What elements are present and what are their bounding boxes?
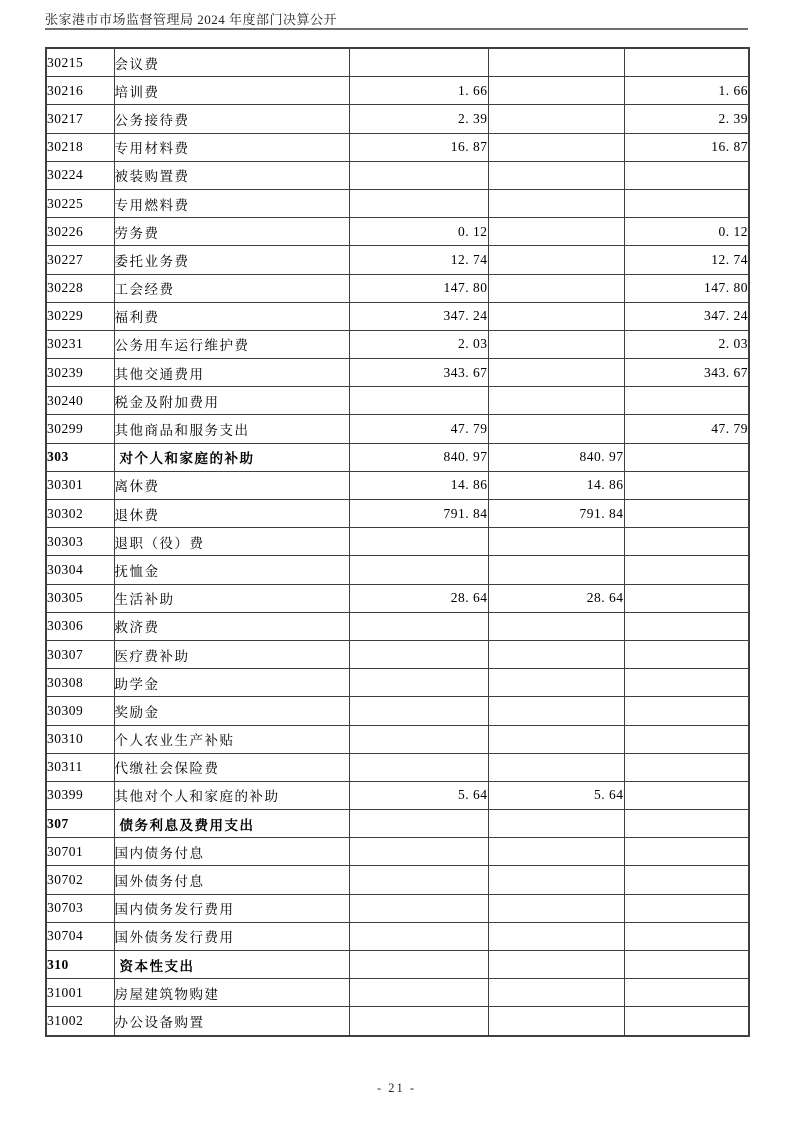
amount-cell-2	[488, 838, 624, 866]
name-cell: 抚恤金	[114, 556, 349, 584]
amount-cell-1	[349, 866, 488, 894]
amount-cell-2	[488, 302, 624, 330]
amount-cell-1: 147. 80	[349, 274, 488, 302]
amount-cell-2	[488, 387, 624, 415]
name-cell: 房屋建筑物购建	[114, 979, 349, 1007]
amount-cell-3	[624, 669, 749, 697]
name-cell: 培训费	[114, 77, 349, 105]
amount-cell-3	[624, 612, 749, 640]
code-cell: 30216	[46, 77, 114, 105]
name-cell: 奖励金	[114, 697, 349, 725]
table-row	[46, 753, 749, 781]
amount-cell-2: 5. 64	[488, 781, 624, 809]
amount-cell-1: 14. 86	[349, 471, 488, 499]
table-row	[46, 866, 749, 894]
amount-cell-2	[488, 753, 624, 781]
amount-cell-1	[349, 387, 488, 415]
amount-cell-3	[624, 810, 749, 838]
name-cell: 生活补助	[114, 584, 349, 612]
amount-cell-3	[624, 922, 749, 950]
amount-cell-2	[488, 922, 624, 950]
code-cell: 30399	[46, 781, 114, 809]
table-row	[46, 189, 749, 217]
table-row	[46, 48, 749, 77]
amount-cell-2	[488, 979, 624, 1007]
amount-cell-1: 840. 97	[349, 443, 488, 471]
table-row	[46, 387, 749, 415]
code-cell: 307	[46, 810, 114, 838]
amount-cell-2	[488, 218, 624, 246]
amount-cell-2	[488, 1007, 624, 1036]
budget-table	[45, 47, 750, 1037]
name-cell: 债务利息及费用支出	[114, 810, 349, 838]
name-cell: 税金及附加费用	[114, 387, 349, 415]
amount-cell-2	[488, 246, 624, 274]
code-cell: 30228	[46, 274, 114, 302]
amount-cell-1: 2. 03	[349, 330, 488, 358]
amount-cell-3	[624, 866, 749, 894]
name-cell: 其他对个人和家庭的补助	[114, 781, 349, 809]
amount-cell-1	[349, 979, 488, 1007]
amount-cell-1	[349, 161, 488, 189]
table-row	[46, 500, 749, 528]
table-row	[46, 979, 749, 1007]
code-cell: 30308	[46, 669, 114, 697]
amount-cell-1	[349, 528, 488, 556]
amount-cell-3	[624, 697, 749, 725]
amount-cell-2	[488, 866, 624, 894]
amount-cell-1: 5. 64	[349, 781, 488, 809]
code-cell: 30310	[46, 725, 114, 753]
amount-cell-1: 16. 87	[349, 133, 488, 161]
amount-cell-3: 16. 87	[624, 133, 749, 161]
amount-cell-2	[488, 48, 624, 77]
amount-cell-3	[624, 894, 749, 922]
budget-table-body	[46, 48, 749, 1036]
code-cell: 30229	[46, 302, 114, 330]
table-row	[46, 894, 749, 922]
name-cell: 退休费	[114, 500, 349, 528]
name-cell: 专用燃料费	[114, 189, 349, 217]
amount-cell-1	[349, 48, 488, 77]
amount-cell-3	[624, 838, 749, 866]
amount-cell-3	[624, 640, 749, 668]
name-cell: 福利费	[114, 302, 349, 330]
amount-cell-1	[349, 753, 488, 781]
table-row	[46, 697, 749, 725]
amount-cell-3	[624, 443, 749, 471]
amount-cell-2: 14. 86	[488, 471, 624, 499]
name-cell: 资本性支出	[114, 951, 349, 979]
amount-cell-2	[488, 528, 624, 556]
table-row	[46, 584, 749, 612]
table-row	[46, 246, 749, 274]
code-cell: 30227	[46, 246, 114, 274]
amount-cell-3	[624, 556, 749, 584]
table-row	[46, 640, 749, 668]
amount-cell-1: 12. 74	[349, 246, 488, 274]
amount-cell-3	[624, 471, 749, 499]
amount-cell-1	[349, 669, 488, 697]
amount-cell-1: 0. 12	[349, 218, 488, 246]
amount-cell-3: 0. 12	[624, 218, 749, 246]
amount-cell-1	[349, 612, 488, 640]
amount-cell-1: 347. 24	[349, 302, 488, 330]
amount-cell-1	[349, 189, 488, 217]
amount-cell-2	[488, 105, 624, 133]
amount-cell-2	[488, 640, 624, 668]
code-cell: 30309	[46, 697, 114, 725]
name-cell: 个人农业生产补贴	[114, 725, 349, 753]
document-title: 张家港市市场监督管理局 2024 年度部门决算公开	[45, 12, 338, 27]
amount-cell-1	[349, 640, 488, 668]
amount-cell-1	[349, 725, 488, 753]
amount-cell-2	[488, 612, 624, 640]
table-row	[46, 443, 749, 471]
amount-cell-3	[624, 1007, 749, 1036]
name-cell: 公务接待费	[114, 105, 349, 133]
amount-cell-3: 1. 66	[624, 77, 749, 105]
name-cell: 医疗费补助	[114, 640, 349, 668]
amount-cell-3	[624, 500, 749, 528]
code-cell: 30703	[46, 894, 114, 922]
name-cell: 代缴社会保险费	[114, 753, 349, 781]
amount-cell-2	[488, 330, 624, 358]
code-cell: 31001	[46, 979, 114, 1007]
amount-cell-3	[624, 161, 749, 189]
table-row	[46, 528, 749, 556]
amount-cell-2	[488, 951, 624, 979]
table-row	[46, 922, 749, 950]
amount-cell-2	[488, 556, 624, 584]
table-row	[46, 77, 749, 105]
amount-cell-1	[349, 1007, 488, 1036]
table-row	[46, 810, 749, 838]
amount-cell-2	[488, 669, 624, 697]
amount-cell-1: 28. 64	[349, 584, 488, 612]
amount-cell-2	[488, 77, 624, 105]
code-cell: 30704	[46, 922, 114, 950]
amount-cell-1	[349, 922, 488, 950]
table-row	[46, 415, 749, 443]
amount-cell-1	[349, 894, 488, 922]
amount-cell-2	[488, 161, 624, 189]
amount-cell-1: 47. 79	[349, 415, 488, 443]
table-row	[46, 612, 749, 640]
code-cell: 30218	[46, 133, 114, 161]
code-cell: 30303	[46, 528, 114, 556]
amount-cell-3	[624, 979, 749, 1007]
name-cell: 国内债务发行费用	[114, 894, 349, 922]
amount-cell-2	[488, 359, 624, 387]
code-cell: 30226	[46, 218, 114, 246]
table-row	[46, 556, 749, 584]
amount-cell-2	[488, 415, 624, 443]
code-cell: 30702	[46, 866, 114, 894]
amount-cell-1: 2. 39	[349, 105, 488, 133]
amount-cell-3: 2. 39	[624, 105, 749, 133]
code-cell: 30239	[46, 359, 114, 387]
code-cell: 30301	[46, 471, 114, 499]
table-row	[46, 1007, 749, 1036]
code-cell: 30217	[46, 105, 114, 133]
name-cell: 劳务费	[114, 218, 349, 246]
amount-cell-2	[488, 274, 624, 302]
amount-cell-1	[349, 951, 488, 979]
amount-cell-2: 840. 97	[488, 443, 624, 471]
code-cell: 30701	[46, 838, 114, 866]
name-cell: 专用材料费	[114, 133, 349, 161]
table-row	[46, 218, 749, 246]
code-cell: 30225	[46, 189, 114, 217]
amount-cell-3	[624, 528, 749, 556]
amount-cell-2: 28. 64	[488, 584, 624, 612]
code-cell: 30306	[46, 612, 114, 640]
page-number: - 21 -	[376, 1081, 417, 1095]
amount-cell-2	[488, 725, 624, 753]
table-row	[46, 161, 749, 189]
code-cell: 30307	[46, 640, 114, 668]
name-cell: 其他商品和服务支出	[114, 415, 349, 443]
code-cell: 303	[46, 443, 114, 471]
amount-cell-1: 791. 84	[349, 500, 488, 528]
amount-cell-3: 147. 80	[624, 274, 749, 302]
amount-cell-3: 347. 24	[624, 302, 749, 330]
code-cell: 31002	[46, 1007, 114, 1036]
table-row	[46, 133, 749, 161]
amount-cell-3: 12. 74	[624, 246, 749, 274]
code-cell: 30311	[46, 753, 114, 781]
name-cell: 离休费	[114, 471, 349, 499]
amount-cell-2	[488, 189, 624, 217]
code-cell: 30231	[46, 330, 114, 358]
name-cell: 公务用车运行维护费	[114, 330, 349, 358]
name-cell: 办公设备购置	[114, 1007, 349, 1036]
amount-cell-2	[488, 810, 624, 838]
amount-cell-3	[624, 48, 749, 77]
name-cell: 工会经费	[114, 274, 349, 302]
table-row	[46, 725, 749, 753]
amount-cell-3	[624, 753, 749, 781]
table-row	[46, 105, 749, 133]
amount-cell-3	[624, 584, 749, 612]
name-cell: 对个人和家庭的补助	[114, 443, 349, 471]
name-cell: 国内债务付息	[114, 838, 349, 866]
table-row	[46, 669, 749, 697]
amount-cell-1: 343. 67	[349, 359, 488, 387]
table-row	[46, 302, 749, 330]
amount-cell-2: 791. 84	[488, 500, 624, 528]
table-row	[46, 359, 749, 387]
amount-cell-2	[488, 894, 624, 922]
amount-cell-3: 47. 79	[624, 415, 749, 443]
name-cell: 委托业务费	[114, 246, 349, 274]
amount-cell-3	[624, 725, 749, 753]
table-row	[46, 471, 749, 499]
amount-cell-3	[624, 189, 749, 217]
amount-cell-1	[349, 810, 488, 838]
amount-cell-1	[349, 697, 488, 725]
amount-cell-3	[624, 781, 749, 809]
amount-cell-3: 343. 67	[624, 359, 749, 387]
name-cell: 被装购置费	[114, 161, 349, 189]
amount-cell-1	[349, 838, 488, 866]
code-cell: 30302	[46, 500, 114, 528]
name-cell: 救济费	[114, 612, 349, 640]
amount-cell-1: 1. 66	[349, 77, 488, 105]
code-cell: 30240	[46, 387, 114, 415]
code-cell: 30299	[46, 415, 114, 443]
name-cell: 会议费	[114, 48, 349, 77]
table-row	[46, 838, 749, 866]
amount-cell-2	[488, 133, 624, 161]
table-row	[46, 951, 749, 979]
code-cell: 30215	[46, 48, 114, 77]
table-row	[46, 330, 749, 358]
name-cell: 国外债务发行费用	[114, 922, 349, 950]
amount-cell-3	[624, 387, 749, 415]
table-row	[46, 781, 749, 809]
amount-cell-3: 2. 03	[624, 330, 749, 358]
header-divider-rule	[45, 28, 748, 30]
code-cell: 30224	[46, 161, 114, 189]
name-cell: 国外债务付息	[114, 866, 349, 894]
amount-cell-3	[624, 951, 749, 979]
code-cell: 30305	[46, 584, 114, 612]
table-row	[46, 274, 749, 302]
name-cell: 其他交通费用	[114, 359, 349, 387]
amount-cell-1	[349, 556, 488, 584]
name-cell: 助学金	[114, 669, 349, 697]
code-cell: 30304	[46, 556, 114, 584]
code-cell: 310	[46, 951, 114, 979]
amount-cell-2	[488, 697, 624, 725]
name-cell: 退职（役）费	[114, 528, 349, 556]
